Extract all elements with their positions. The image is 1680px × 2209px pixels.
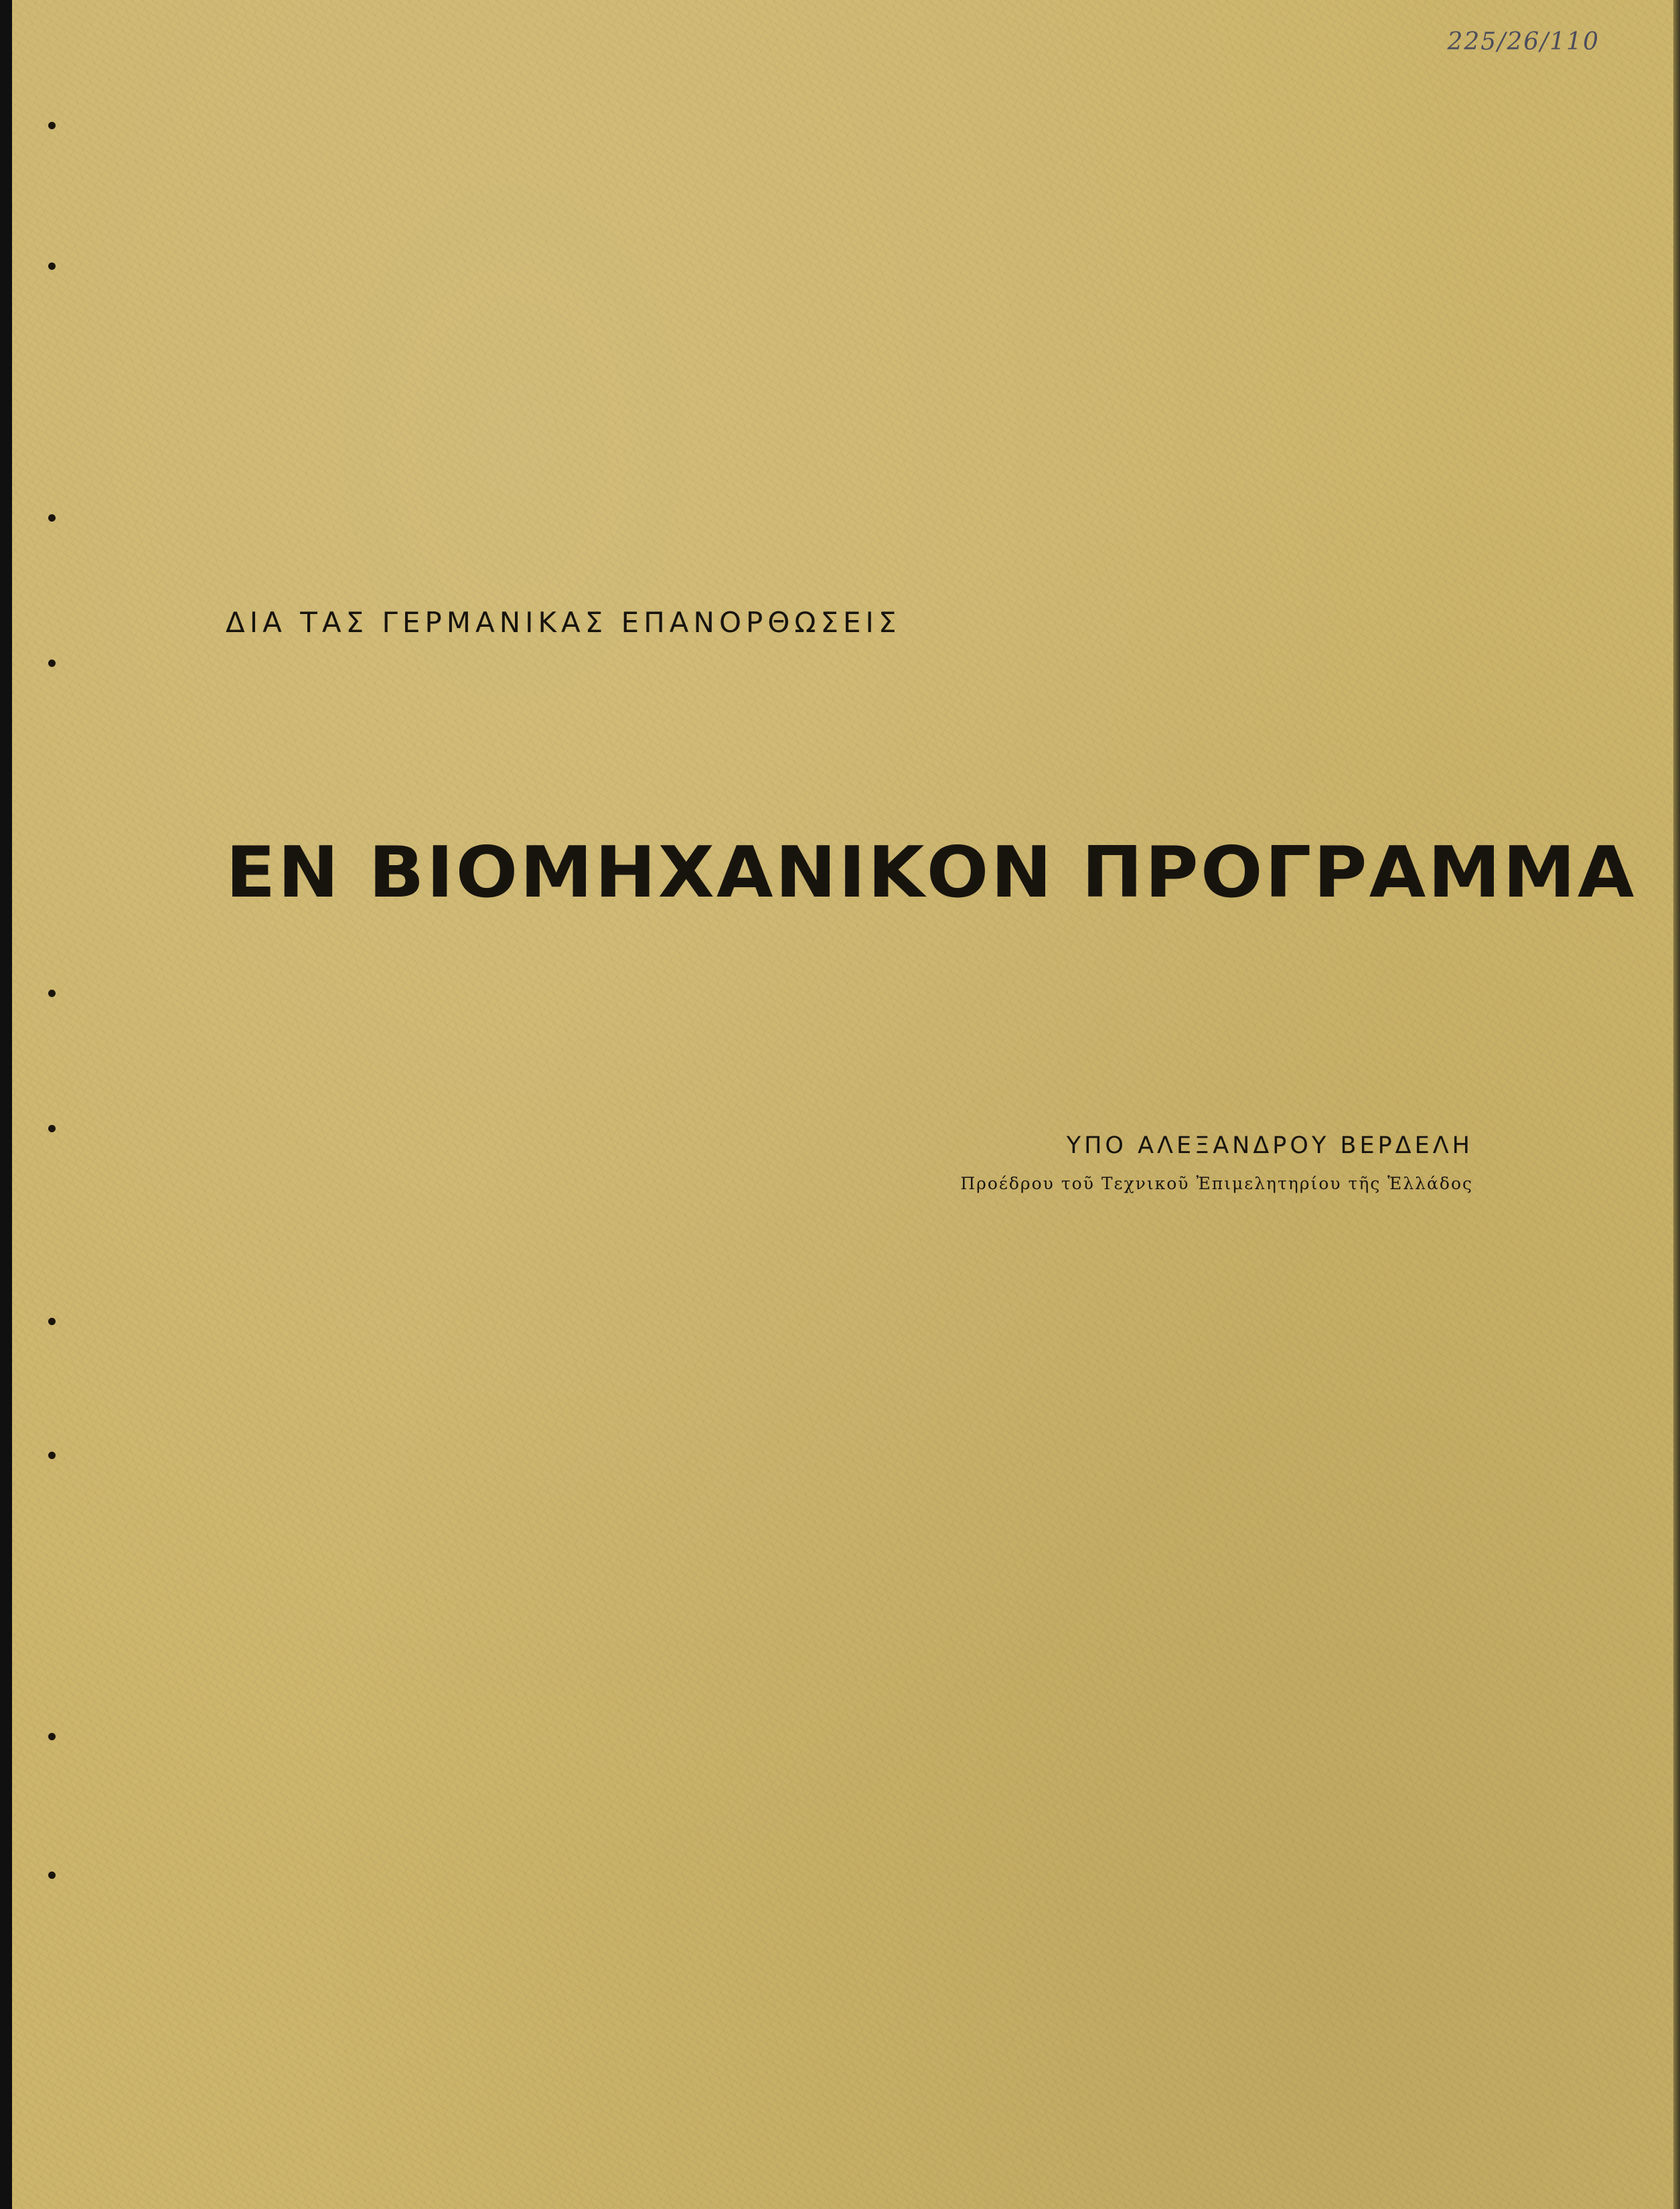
binding-hole (48, 514, 56, 522)
page-edge (1673, 0, 1680, 2209)
binding-hole (48, 1452, 56, 1459)
binding-hole (48, 1733, 56, 1740)
document-subtitle: ΔΙΑ ΤΑΣ ΓΕΡΜΑΝΙΚΑΣ ΕΠΑΝΟΡΘΩΣΕΙΣ (226, 606, 901, 639)
archive-reference: 225/26/110 (1447, 28, 1600, 56)
binding-hole (48, 990, 56, 997)
author-affiliation: Προέδρου τοῦ Τεχνικοῦ Ἐπιμελητηρίου τῆς Ἑλλάδος (960, 1174, 1473, 1193)
binding-hole (48, 660, 56, 667)
binding-hole (48, 262, 56, 270)
binding-hole (48, 1318, 56, 1325)
binding-hole (48, 122, 56, 129)
binding-hole (48, 1125, 56, 1132)
document-title: ΕΝ ΒΙΟΜΗΧΑΝΙΚΟΝ ΠΡΟΓΡΑΜΜΑ (226, 832, 1636, 913)
binding-hole (48, 1872, 56, 1879)
author-line: ΥΠΟ ΑΛΕΞΑΝΔΡΟΥ ΒΕΡΔΕΛΗ (1066, 1132, 1473, 1159)
cover-sheet (12, 0, 1680, 2209)
binding-edge (0, 0, 12, 2209)
